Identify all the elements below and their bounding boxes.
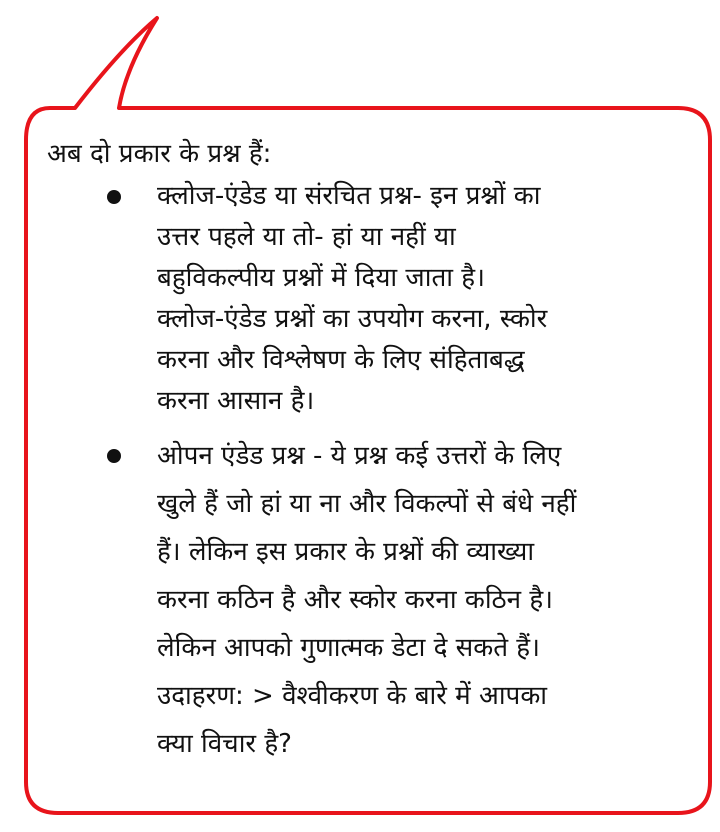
bullet-line: करना कठिन है और स्कोर करना कठिन है। bbox=[157, 585, 554, 615]
bullet-dot bbox=[107, 190, 121, 204]
bullet-line: क्लोज-एंडेड प्रश्नों का उपयोग करना, स्कोर bbox=[157, 304, 548, 334]
bullet-line: लेकिन आपको गुणात्मक डेटा दे सकते हैं। bbox=[157, 633, 540, 663]
bullet-open-ended bbox=[47, 432, 687, 768]
bullet-line: उत्तर पहले या तो- हां या नहीं या bbox=[157, 222, 456, 252]
bullet-line: हैं। लेकिन इस प्रकार के प्रश्नों की व्याख्या bbox=[157, 537, 535, 567]
bullet-line: उदाहरण: > वैश्वीकरण के बारे में आपका bbox=[157, 681, 548, 711]
bullet-line: क्लोज-एंडेड या संरचित प्रश्न- इन प्रश्नों का bbox=[157, 181, 541, 211]
bullet-line: करना और विश्लेषण के लिए संहिताबद्ध bbox=[157, 345, 525, 375]
bullet-line: क्या विचार है? bbox=[157, 729, 292, 759]
bullet-closed-ended bbox=[47, 176, 687, 422]
bubble-content bbox=[47, 134, 687, 768]
bullet-line: करना आसान है। bbox=[157, 386, 315, 416]
bullet-dot bbox=[107, 449, 121, 463]
bullet-line: खुले हैं जो हां या ना और विकल्पों से बंधे नहीं bbox=[157, 489, 577, 519]
intro-text: अब दो प्रकार के प्रश्न हैं: bbox=[47, 139, 272, 169]
bullet-line: ओपन एंडेड प्रश्न - ये प्रश्न कई उत्तरों के लिए bbox=[157, 441, 562, 471]
bullet-line: बहुविकल्पीय प्रश्नों में दिया जाता है। bbox=[157, 263, 485, 293]
